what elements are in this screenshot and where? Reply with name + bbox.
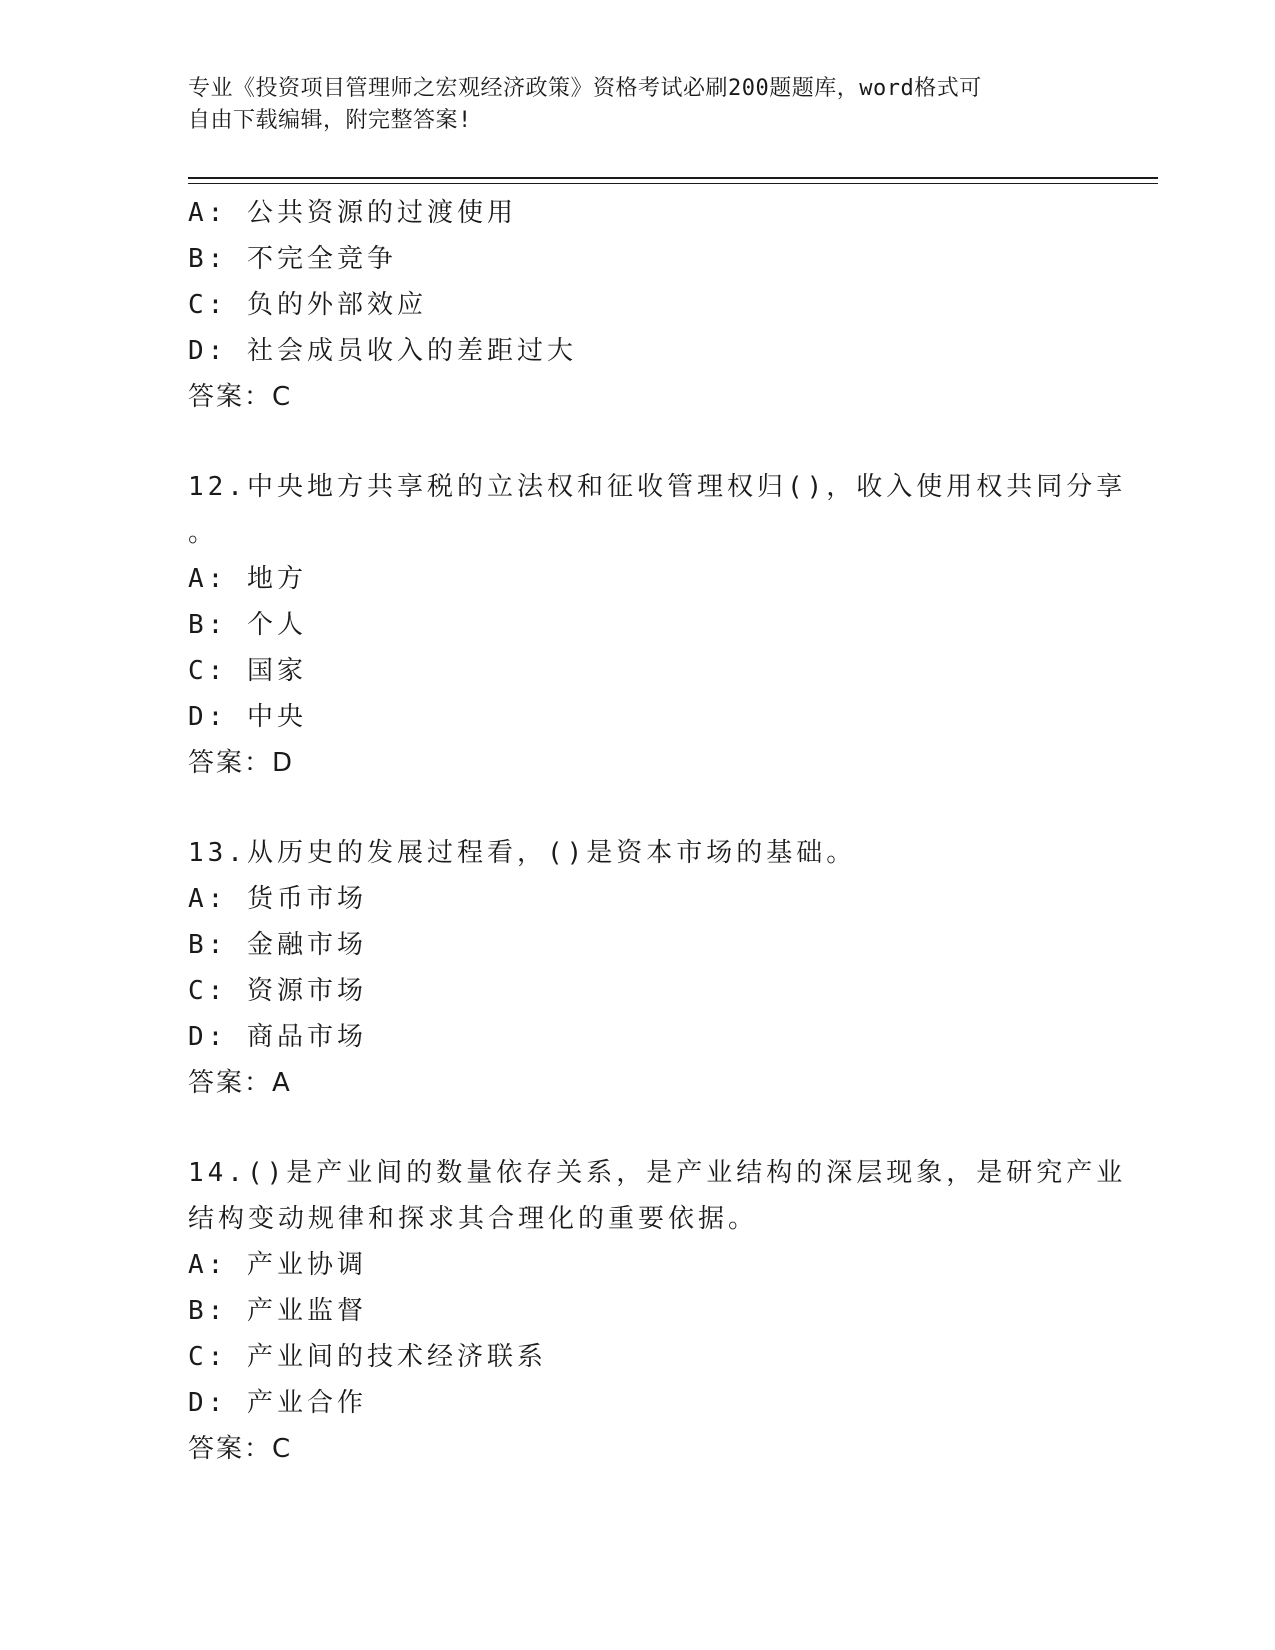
option-a: A: 货币市场 (188, 884, 367, 914)
answer: 答案：C (188, 382, 293, 412)
option-d: D: 商品市场 (188, 1022, 367, 1052)
answer: 答案：C (188, 1434, 293, 1464)
option-c: C: 产业间的技术经济联系 (188, 1342, 547, 1372)
question-11 (188, 190, 1088, 420)
option-b: B: 产业监督 (188, 1296, 367, 1326)
document-header (188, 73, 1088, 137)
option-b: B: 金融市场 (188, 930, 367, 960)
question-stem-line-1: 14.()是产业间的数量依存关系，是产业结构的深层现象，是研究产业 (188, 1158, 1127, 1188)
question-13 (188, 830, 1088, 1106)
header-rule-thin (188, 183, 1158, 184)
option-a: A: 公共资源的过渡使用 (188, 198, 517, 228)
option-d: D: 产业合作 (188, 1388, 367, 1418)
option-d: D: 中央 (188, 702, 307, 732)
option-b: B: 个人 (188, 610, 307, 640)
option-d: D: 社会成员收入的差距过大 (188, 336, 577, 366)
option-c: C: 资源市场 (188, 976, 367, 1006)
question-stem-line-2: 。 (188, 518, 219, 548)
option-a: A: 产业协调 (188, 1250, 367, 1280)
option-b: B: 不完全竞争 (188, 244, 397, 274)
answer: 答案：D (188, 748, 295, 778)
question-14 (188, 1150, 1127, 1472)
option-a: A: 地方 (188, 564, 307, 594)
header-rule-thick (188, 177, 1158, 179)
question-12 (188, 464, 1127, 786)
question-stem-line-1: 13.从历史的发展过程看，()是资本市场的基础。 (188, 838, 857, 868)
option-c: C: 国家 (188, 656, 307, 686)
option-c: C: 负的外部效应 (188, 290, 427, 320)
question-stem-line-2: 结构变动规律和探求其合理化的重要依据。 (188, 1204, 759, 1234)
header-line-1: 专业《投资项目管理师之宏观经济政策》资格考试必刷200题题库，word格式可 (188, 76, 982, 101)
question-stem-line-1: 12.中央地方共享税的立法权和征收管理权归()，收入使用权共同分享 (188, 472, 1127, 502)
question-list (188, 190, 1127, 1472)
header-line-2: 自由下载编辑，附完整答案! (188, 108, 472, 133)
answer: 答案：A (188, 1068, 292, 1098)
